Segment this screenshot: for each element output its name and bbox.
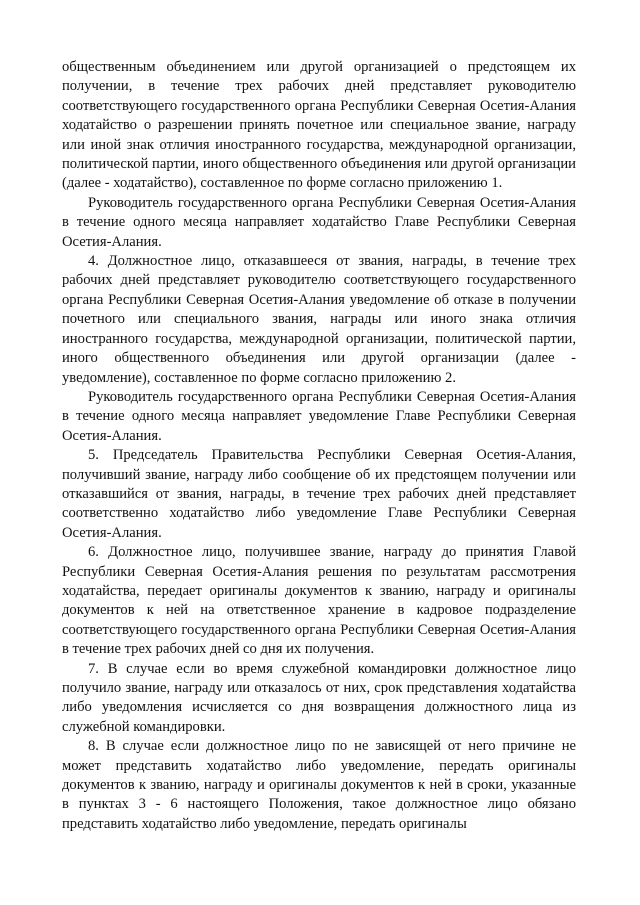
paragraph-item-6: 6. Должностное лицо, получившее звание, награду до принятия Главой Республики Северная Осетия-Алания решения по результатам рассмотрения ходатайства, передает оригиналы документов к званию, награду и оригиналы документов к ней на ответственное хранение в кадровое подразделение соответствующего государственного органа Республики Северная Осетия-Алания в течение трех рабочих дней со дня их получения. [62,544,576,658]
paragraph-item-7: 7. В случае если во время служебной командировки должностное лицо получило звание, награду или отказалось от них, срок представления ходатайства либо уведомления исчисляется со дня возвращения должностного лица из служебной командировки. [62,660,576,735]
document-page [62,58,576,834]
paragraph-head-forwards-notice: Руководитель государственного органа Республики Северная Осетия-Алания в течение одного месяца направляет уведомление Главе Республики Северная Осетия-Алания. [62,388,576,444]
paragraph-head-forwards-petition: Руководитель государственного органа Республики Северная Осетия-Алания в течение одного месяца направляет ходатайство Главе Республики Северная Осетия-Алания. [62,194,576,250]
paragraph-continued: общественным объединением или другой организацией о предстоящем их получении, в течение трех рабочих дней представляет руководителю соответствующего государственного органа Республики Северная Осетия-Алания ходатайство о разрешении принять почетное или специальное звание, награду или иной знак отличия иностранного государства, международной организации, политической партии, иного общественного объединения или другой организации (далее - ходатайство), составленное по форме согласно приложению 1. [62,59,576,192]
paragraph-item-8: 8. В случае если должностное лицо по не зависящей от него причине не может представить ходатайство либо уведомление, передать оригиналы документов к званию, награду и оригиналы документов к ней в сроки, указанные в пунктах 3 - 6 настоящего Положения, такое должностное лицо обязано представить ходатайство либо уведомление, передать оригиналы [62,738,576,832]
paragraph-item-4: 4. Должностное лицо, отказавшееся от звания, награды, в течение трех рабочих дней представляет руководителю соответствующего государственного органа Республики Северная Осетия-Алания уведомление об отказе в получении почетного или специального звания, награды или иного знака отличия иностранного государства, международной организации, политической партии, иного общественного объединения или другой организации (далее - уведомление), составленное по форме согласно приложению 2. [62,253,576,386]
paragraph-item-5: 5. Председатель Правительства Республики Северная Осетия-Алания, получивший звание, награду либо сообщение об их предстоящем получении или отказавшийся от звания, награды, в течение трех рабочих дней представляет соответственно ходатайство либо уведомление Главе Республики Северная Осетия-Алания. [62,447,576,541]
